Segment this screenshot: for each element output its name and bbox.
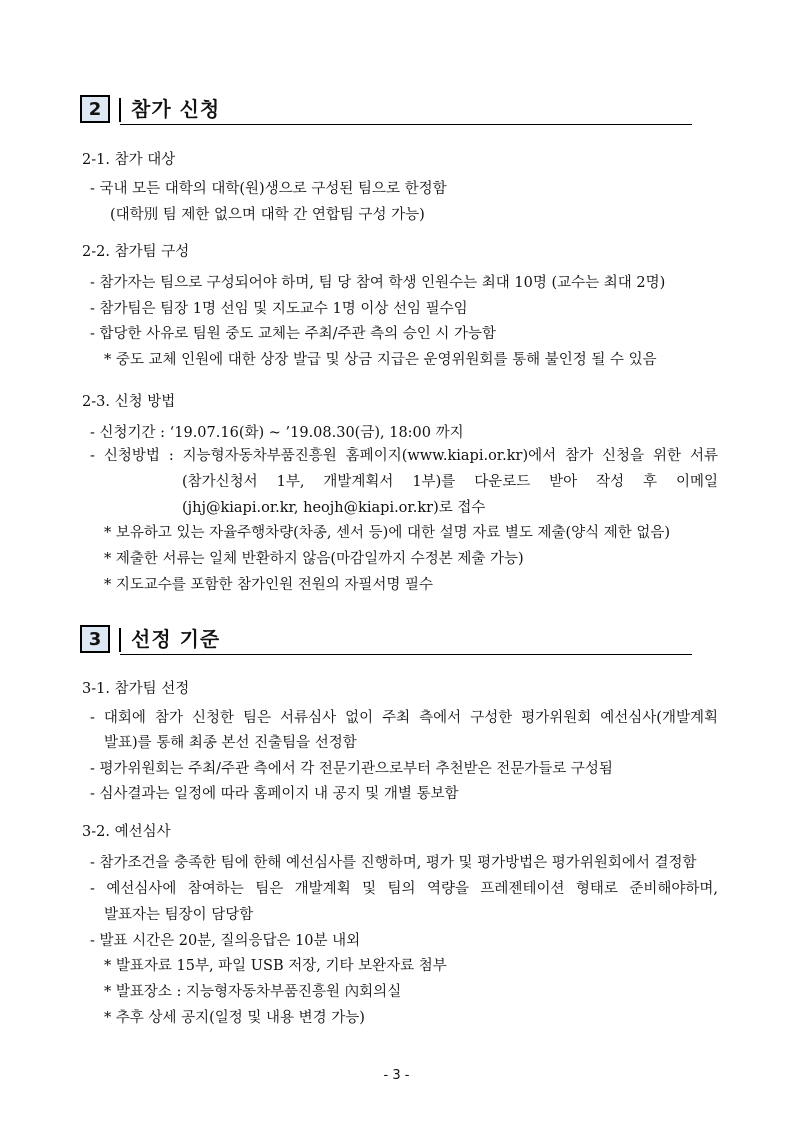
list-item: - 신청방법 : 지능형자동차부품진흥원 홈페이지(www.kiapi.or.kr)에서 참가 신청을 위한 서류 xyxy=(90,448,718,464)
subsection-3-2-heading: 3-2. 예선심사 xyxy=(82,824,171,840)
list-item: - 발표 시간은 20분, 질의응답은 10분 내외 xyxy=(90,933,361,949)
list-item: 발표자는 팀장이 담당함 xyxy=(104,907,254,923)
subsection-3-1-heading: 3-1. 참가팀 선정 xyxy=(82,681,190,697)
subsection-2-2-heading: 2-2. 참가팀 구성 xyxy=(82,244,190,260)
list-item: - 평가위원회는 주최/주관 측에서 각 전문기관으로부터 추천받은 전문가들로 구성됨 xyxy=(90,761,613,777)
list-item: - 예선심사에 참여하는 팀은 개발계획 및 팀의 역량을 프레젠테이션 형태로 준비해야하며, xyxy=(90,881,718,897)
list-item: * 중도 교체 인원에 대한 상장 발급 및 상금 지급은 운영위원회를 통해 불인정 될 수 있음 xyxy=(104,352,657,368)
list-item: (대학別 팀 제한 없으며 대학 간 연합팀 구성 가능) xyxy=(110,207,425,223)
list-item: 발표)를 통해 최종 본선 진출팀을 선정함 xyxy=(104,735,357,751)
section-2-header xyxy=(80,95,692,125)
list-item: - 대회에 참가 신청한 팀은 서류심사 없이 주최 측에서 구성한 평가위원회 예선심사(개발계획 xyxy=(90,710,718,726)
section-3-title: 선정 기준 xyxy=(131,627,221,651)
section-2-title: 참가 신청 xyxy=(131,97,221,121)
list-item: (jhj@kiapi.or.kr, heojh@kiapi.or.kr)로 접수 xyxy=(182,500,486,516)
list-item: * 발표장소 : 지능형자동차부품진흥원 內회의실 xyxy=(104,984,402,1000)
section-2-number-box: 2 xyxy=(80,95,110,123)
list-item: * 발표자료 15부, 파일 USB 저장, 기타 보완자료 첨부 xyxy=(104,958,447,974)
subsection-2-1-heading: 2-1. 참가 대상 xyxy=(82,152,176,168)
section-3-header xyxy=(80,625,692,655)
list-item: - 합당한 사유로 팀원 중도 교체는 주최/주관 측의 승인 시 가능함 xyxy=(90,326,497,342)
section-3-number-box: 3 xyxy=(80,625,110,653)
section-divider-bar xyxy=(119,628,121,652)
section-divider-bar xyxy=(119,98,121,122)
list-item: (참가신청서 1부, 개발계획서 1부)를 다운로드 받아 작성 후 이메일 xyxy=(182,474,718,490)
list-item: * 지도교수를 포함한 참가인원 전원의 자필서명 필수 xyxy=(104,577,434,593)
list-item: - 신청기간 : ‘19.07.16(화) ~ ’19.08.30(금), 18:00 까지 xyxy=(90,425,464,441)
list-item: * 추후 상세 공지(일정 및 내용 변경 가능) xyxy=(104,1010,365,1026)
list-item: - 국내 모든 대학의 대학(원)생으로 구성된 팀으로 한정함 xyxy=(90,181,447,197)
list-item: - 참가조건을 충족한 팀에 한해 예선심사를 진행하며, 평가 및 평가방법은 평가위원회에서 결정함 xyxy=(90,855,697,871)
section-underline xyxy=(120,124,692,125)
list-item: - 참가자는 팀으로 구성되어야 하며, 팀 당 참여 학생 인원수는 최대 10명 (교수는 최대 2명) xyxy=(90,275,666,291)
list-item: - 심사결과는 일정에 따라 홈페이지 내 공지 및 개별 통보함 xyxy=(90,786,459,802)
list-item: * 제출한 서류는 일체 반환하지 않음(마감일까지 수정본 제출 가능) xyxy=(104,551,524,567)
list-item: * 보유하고 있는 자율주행차량(차종, 센서 등)에 대한 설명 자료 별도 제출(양식 제한 없음) xyxy=(104,525,671,541)
page-number: - 3 - xyxy=(383,1068,410,1083)
subsection-2-3-heading: 2-3. 신청 방법 xyxy=(82,394,176,410)
list-item: - 참가팀은 팀장 1명 선임 및 지도교수 1명 이상 선임 필수임 xyxy=(90,301,468,317)
section-underline xyxy=(120,654,692,655)
